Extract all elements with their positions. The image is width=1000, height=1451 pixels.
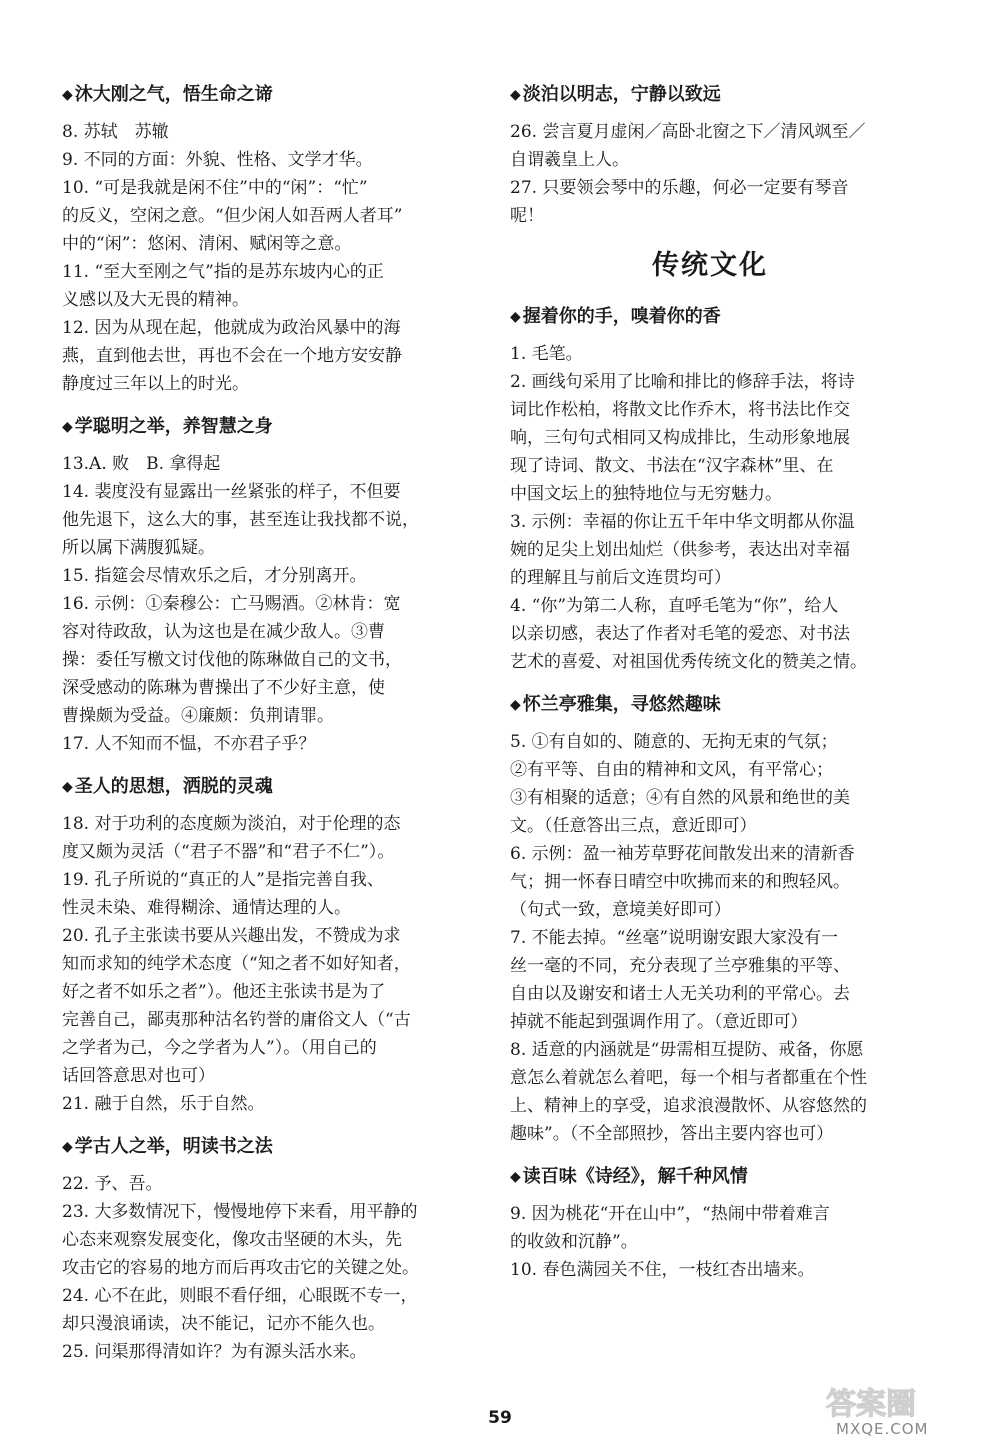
answer-line: 5. ①有自如的、随意的、无拘无束的气氛； bbox=[510, 732, 838, 752]
answer-line: 18. 对于功利的态度颇为淡泊，对于伦理的态 bbox=[62, 814, 401, 834]
answer-block bbox=[510, 118, 910, 230]
answer-line: 燕，直到他去世，再也不会在一个地方安安静 bbox=[62, 346, 402, 366]
answer-line: 所以属下满腹狐疑。 bbox=[62, 538, 215, 558]
answer-block bbox=[510, 728, 910, 1148]
answer-line: 婉的足尖上划出灿烂（供参考，表达出对幸福 bbox=[510, 540, 850, 560]
diamond-bullet-icon: ◆ bbox=[510, 309, 521, 325]
answer-line: 却只漫浪诵读，决不能记，记亦不能久也。 bbox=[62, 1314, 385, 1334]
answer-line: 攻击它的容易的地方而后再攻击它的关键之处。 bbox=[62, 1258, 419, 1278]
answer-line: 的理解且与前后文连贯均可） bbox=[510, 568, 731, 588]
answer-line: 25. 问渠那得清如许？为有源头活水来。 bbox=[62, 1342, 367, 1362]
answer-line: 21. 融于自然，乐于自然。 bbox=[62, 1094, 265, 1114]
section-heading bbox=[62, 82, 462, 108]
diamond-bullet-icon: ◆ bbox=[62, 779, 73, 795]
section-heading bbox=[510, 304, 910, 330]
answer-line: 11. “至大至刚之气”指的是苏东坡内心的正 bbox=[62, 262, 384, 282]
answer-line: 自谓羲皇上人。 bbox=[510, 150, 629, 170]
answer-line: 7. 不能去掉。“丝毫”说明谢安跟大家没有一 bbox=[510, 928, 839, 948]
section-title-traditional-culture: 传统文化 bbox=[652, 250, 768, 281]
answer-line: 意怎么着就怎么着吧，每一个相与者都重在个性 bbox=[510, 1068, 867, 1088]
answer-line: 知而求知的纯学术态度（“知之者不如好知者， bbox=[62, 954, 411, 974]
answer-line: 10. 春色满园关不住，一枝红杏出墙来。 bbox=[510, 1260, 815, 1280]
answer-line: 12. 因为从现在起，他就成为政治风暴中的海 bbox=[62, 318, 401, 338]
section-heading-text: 读百味《诗经》，解千种风情 bbox=[522, 1166, 748, 1187]
section-heading bbox=[62, 414, 462, 440]
answer-line: 艺术的喜爱、对祖国优秀传统文化的赞美之情。 bbox=[510, 652, 867, 672]
answer-line: 词比作松柏，将散文比作乔木，将书法比作交 bbox=[510, 400, 850, 420]
answer-line: 丝一毫的不同，充分表现了兰亭雅集的平等、 bbox=[510, 956, 850, 976]
answer-line: 9. 因为桃花“开在山中”，“热闹中带着难言 bbox=[510, 1204, 830, 1224]
answer-line: 容对待政敌，认为这也是在减少敌人。③曹 bbox=[62, 622, 385, 642]
answer-line: 22. 予、吾。 bbox=[62, 1174, 163, 1194]
answer-line: 度又颇为灵活（“君子不器”和“君子不仁”）。 bbox=[62, 842, 395, 862]
answer-line: 他先退下，这么大的事，甚至连让我找都不说， bbox=[62, 510, 419, 530]
answer-block bbox=[62, 810, 462, 1118]
answer-line: 6. 示例：盈一袖芳草野花间散发出来的清新香 bbox=[510, 844, 855, 864]
answer-line: 响，三句句式相同又构成排比，生动形象地展 bbox=[510, 428, 850, 448]
right-column bbox=[510, 82, 910, 1300]
answer-line: （句式一致，意境美好即可） bbox=[510, 900, 731, 920]
answer-line: 23. 大多数情况下，慢慢地停下来看，用平静的 bbox=[62, 1202, 418, 1222]
answer-block bbox=[510, 340, 910, 676]
right-top-sections bbox=[510, 82, 910, 230]
answer-line: 3. 示例：幸福的你让五千年中华文明都从你温 bbox=[510, 512, 855, 532]
answer-line: 现了诗词、散文、书法在“汉字森林”里、在 bbox=[510, 456, 834, 476]
answer-line: 以亲切感，表达了作者对毛笔的爱恋、对书法 bbox=[510, 624, 850, 644]
answer-line: 趣味”。（不全部照抄，答出主要内容也可） bbox=[510, 1124, 834, 1144]
answer-line: 操：委任写檄文讨伐他的陈琳做自己的文书， bbox=[62, 650, 402, 670]
answer-block bbox=[62, 1170, 462, 1366]
watermark-chars: 答案圈 bbox=[826, 1387, 916, 1422]
diamond-bullet-icon: ◆ bbox=[510, 697, 521, 713]
answer-line: 4. “你”为第二人称，直呼毛笔为“你”，给人 bbox=[510, 596, 839, 616]
answer-line: 的收敛和沉静”。 bbox=[510, 1232, 638, 1252]
left-column bbox=[62, 82, 462, 1382]
answer-line: 20. 孔子主张读书要从兴趣出发，不赞成为求 bbox=[62, 926, 401, 946]
answer-line: 中的“闲”：悠闲、清闲、赋闲等之意。 bbox=[62, 234, 352, 254]
answer-line: 17. 人不知而不愠，不亦君子乎？ bbox=[62, 734, 316, 754]
diamond-bullet-icon: ◆ bbox=[62, 419, 73, 435]
answer-line: 曹操颇为受益。④廉颇：负荆请罪。 bbox=[62, 706, 334, 726]
section-heading-text: 淡泊以明志，宁静以致远 bbox=[522, 84, 721, 105]
answer-line: 之学者为己，今之学者为人”）。（用自己的 bbox=[62, 1038, 377, 1058]
answer-line: 完善自己，鄙夷那种沽名钓誉的庸俗文人（“古 bbox=[62, 1010, 411, 1030]
diamond-bullet-icon: ◆ bbox=[62, 87, 73, 103]
answer-line: 9. 不同的方面：外貌、性格、文学才华。 bbox=[62, 150, 373, 170]
answer-line: 好之者不如乐之者”）。他还主张读书是为了 bbox=[62, 982, 386, 1002]
answer-block bbox=[510, 1200, 910, 1284]
answer-line: 1. 毛笔。 bbox=[510, 344, 583, 364]
answer-line: ②有平等、自由的精神和文风，有平常心； bbox=[510, 760, 833, 780]
answer-line: 15. 指筵会尽情欢乐之后，才分别离开。 bbox=[62, 566, 367, 586]
right-bottom-sections bbox=[510, 304, 910, 1284]
answer-line: 上、精神上的享受，追求浪漫散怀、从容悠然的 bbox=[510, 1096, 867, 1116]
answer-line: 静度过三年以上的时光。 bbox=[62, 374, 249, 394]
answer-line: 呢！ bbox=[510, 206, 544, 226]
answer-block bbox=[62, 118, 462, 398]
answer-line: 的反义，空闲之意。“但少闲人如吾两人者耳” bbox=[62, 206, 403, 226]
diamond-bullet-icon: ◆ bbox=[62, 1139, 73, 1155]
answer-line: 掉就不能起到强调作用了。（意近即可） bbox=[510, 1012, 808, 1032]
answer-line: 27. 只要领会琴中的乐趣，何必一定要有琴音 bbox=[510, 178, 849, 198]
answer-line: 气；拥一怀春日晴空中吹拂而来的和煦轻风。 bbox=[510, 872, 850, 892]
answer-line: 中国文坛上的独特地位与无穷魅力。 bbox=[510, 484, 782, 504]
answer-line: 义感以及大无畏的精神。 bbox=[62, 290, 249, 310]
section-heading-text: 怀兰亭雅集，寻悠然趣味 bbox=[522, 694, 721, 715]
section-heading-text: 握着你的手，嗅着你的香 bbox=[522, 306, 721, 327]
section-heading bbox=[510, 1164, 910, 1190]
answer-line: 24. 心不在此，则眼不看仔细，心眼既不专一， bbox=[62, 1286, 418, 1306]
answer-line: 2. 画线句采用了比喻和排比的修辞手法，将诗 bbox=[510, 372, 855, 392]
answer-line: 自由以及谢安和诸士人无关功利的平常心。去 bbox=[510, 984, 850, 1004]
section-heading bbox=[62, 774, 462, 800]
diamond-bullet-icon: ◆ bbox=[510, 1169, 521, 1185]
section-heading-text: 学古人之举，明读书之法 bbox=[74, 1136, 273, 1157]
answer-line: 14. 裴度没有显露出一丝紧张的样子，不但要 bbox=[62, 482, 401, 502]
watermark-text: MXQE.COM bbox=[836, 1420, 929, 1438]
section-heading-text: 沐大刚之气，悟生命之谛 bbox=[74, 84, 273, 105]
section-heading-text: 学聪明之举，养智慧之身 bbox=[74, 416, 273, 437]
section-heading bbox=[62, 1134, 462, 1160]
diamond-bullet-icon: ◆ bbox=[510, 87, 521, 103]
answer-line: 性灵未染、难得糊涂、通情达理的人。 bbox=[62, 898, 351, 918]
answer-line: 8. 适意的内涵就是“毋需相互提防、戒备，你愿 bbox=[510, 1040, 864, 1060]
section-heading-text: 圣人的思想，洒脱的灵魂 bbox=[74, 776, 273, 797]
answer-line: 8. 苏轼 苏辙 bbox=[62, 122, 169, 142]
answer-line: 10. “可是我就是闲不住”中的“闲”：“忙” bbox=[62, 178, 368, 198]
answer-line: 26. 尝言夏月虚闲／高卧北窗之下／清风飒至／ bbox=[510, 122, 866, 142]
answer-line: 话回答意思对也可） bbox=[62, 1066, 215, 1086]
answer-line: 13.A. 败 B. 拿得起 bbox=[62, 454, 221, 474]
answer-block bbox=[62, 450, 462, 758]
answer-line: ③有相聚的适意；④有自然的风景和绝世的美 bbox=[510, 788, 850, 808]
section-heading bbox=[510, 692, 910, 718]
section-heading bbox=[510, 82, 910, 108]
answer-line: 19. 孔子所说的“真正的人”是指完善自我、 bbox=[62, 870, 384, 890]
answer-line: 16. 示例：①秦穆公：亡马赐酒。②林肯：宽 bbox=[62, 594, 401, 614]
answer-line: 深受感动的陈琳为曹操出了不少好主意，使 bbox=[62, 678, 385, 698]
answer-line: 文。（任意答出三点，意近即可） bbox=[510, 816, 757, 836]
page-number: 59 bbox=[488, 1408, 512, 1428]
answer-line: 心态来观察发展变化，像攻击坚硬的木头，先 bbox=[62, 1230, 402, 1250]
